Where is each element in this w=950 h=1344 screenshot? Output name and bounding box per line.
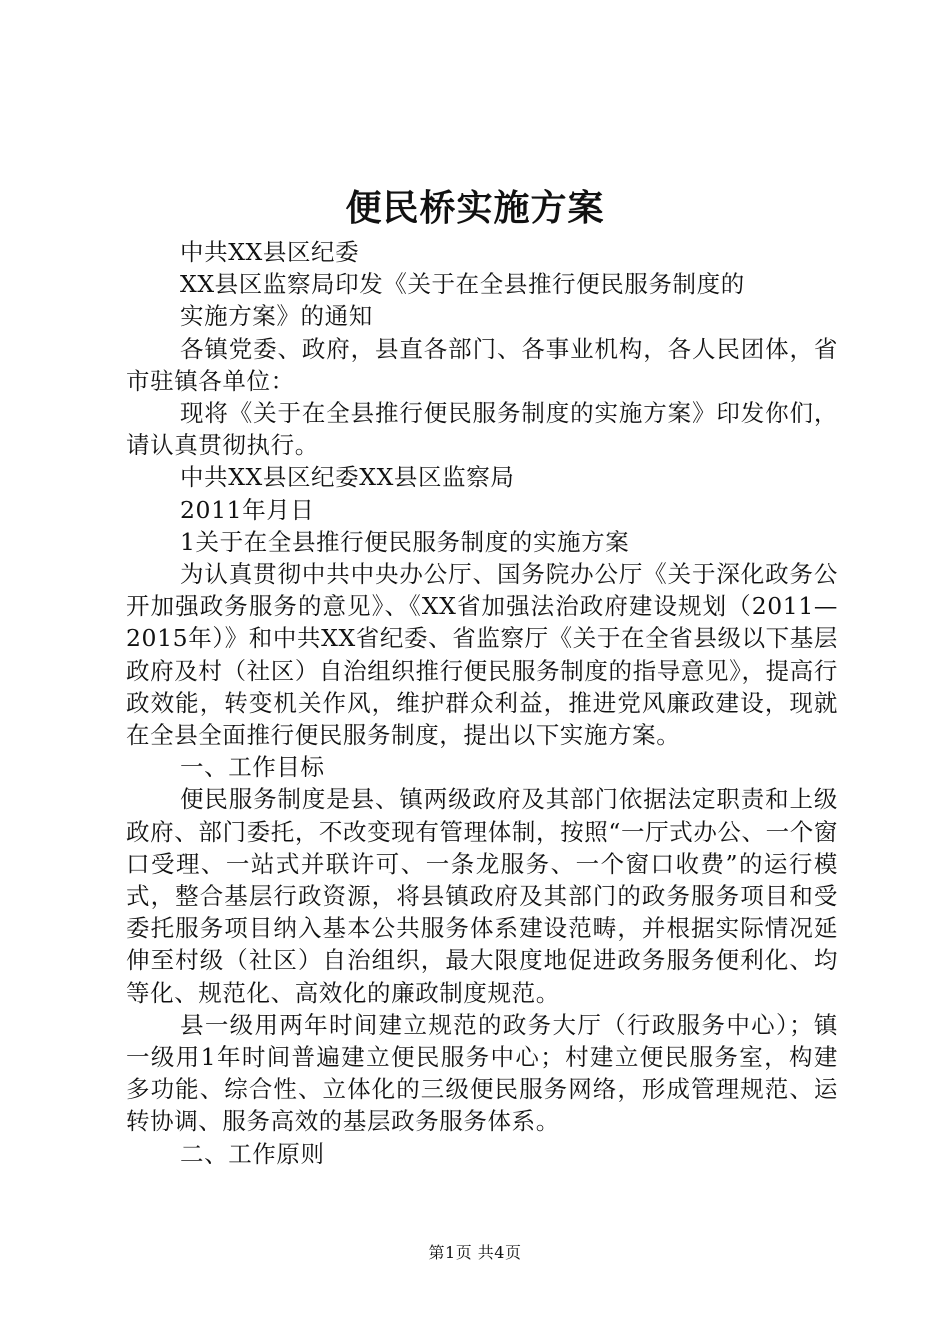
paragraph-notice-title-line2: 实施方案》的通知 [180, 302, 373, 331]
paragraph-goals-timeline: 县一级用两年时间建立规范的政务大厅（行政服务中心）；镇一级用1年时间普遍建立便民服务中心；村建立便民服务室，构建多功能、综合性、立体化的三级便民服务网络，形成管理规范、运转协调、服务高效的基层政务服务体系。 [126, 1010, 838, 1136]
paragraph-preamble: 为认真贯彻中共中央办公厅、国务院办公厅《关于深化政务公开加强政务服务的意见》、《XX省加强法治政府建设规划（2011—2015年）》和中共XX省纪委、省监察厅《关于在全省县级以下基层政府及村（社区）自治组织推行便民服务制度的指导意见》，提高行政效能，转变机关作风，维护群众利益，推进党风廉政建设，现就在全县全面推行便民服务制度，提出以下实施方案。 [126, 560, 838, 750]
paragraph-issuer: 中共XX县区纪委 [180, 238, 360, 266]
paragraph-recipients: 各镇党委、政府，县直各部门、各事业机构，各人民团体，省市驻镇各单位： [126, 334, 838, 395]
document-title: 便民桥实施方案 [345, 187, 605, 229]
paragraph-date: 2011年月日 [180, 495, 315, 524]
document-body [126, 236, 838, 1170]
section-heading-goals: 一、工作目标 [180, 753, 325, 782]
section-heading-principles: 二、工作原则 [180, 1139, 325, 1168]
paragraph-instruction: 现将《关于在全县推行便民服务制度的实施方案》印发你们，请认真贯彻执行。 [126, 399, 838, 460]
paragraph-signature: 中共XX县区纪委XX县区监察局 [180, 463, 515, 492]
paragraph-goals-definition: 便民服务制度是县、镇两级政府及其部门依据法定职责和上级政府、部门委托，不改变现有管理体制，按照“一厅式办公、一个窗口受理、一站式并联许可、一条龙服务、一个窗口收费”的运行模式，整合基层行政资源，将县镇政府及其部门的政务服务项目和受委托服务项目纳入基本公共服务体系建设范畴，并根据实际情况延伸至村级（社区）自治组织，最大限度地促进政务服务便利化、均等化、规范化、高效化的廉政制度规范。 [126, 785, 838, 1007]
paragraph-plan-title: 1关于在全县推行便民服务制度的实施方案 [180, 527, 630, 556]
paragraph-notice-title-line1: XX县区监察局印发《关于在全县推行便民服务制度的 [180, 270, 745, 299]
page-footer: 第1页 共4页 [428, 1243, 522, 1262]
